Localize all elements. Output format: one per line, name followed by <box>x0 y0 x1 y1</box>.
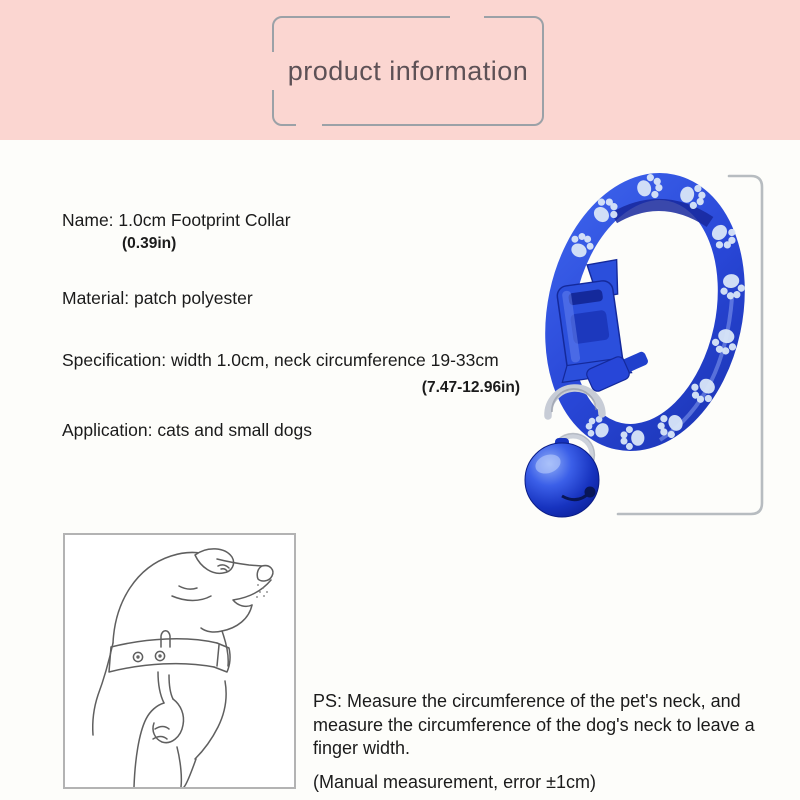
measurement-illustration <box>63 533 296 789</box>
dog-collar-sketch <box>65 535 294 787</box>
measurement-note <box>313 690 800 794</box>
dog-cheek-lines <box>172 586 211 601</box>
title-box-border-gap <box>270 52 278 90</box>
collar-bell <box>525 438 599 517</box>
dog-nose <box>257 566 273 581</box>
title-box-border-gap <box>450 14 484 22</box>
dog-chest-line <box>184 759 196 787</box>
dog-head-outline <box>113 552 217 643</box>
spec-specification: Specification: width 1.0cm, neck circumference 19-33cm <box>62 350 499 370</box>
title-box-border-gap <box>296 120 322 128</box>
spec-specification-inches: (7.47-12.96in) <box>421 379 520 396</box>
spec-material: Material: patch polyester <box>62 288 253 308</box>
spec-name-inches: (0.39in) <box>122 235 177 252</box>
collar-photo-illustration <box>510 158 766 526</box>
manual-measurement-text: (Manual measurement, error ±1cm) <box>313 771 596 792</box>
dog-neck-right <box>195 631 228 759</box>
title-box <box>272 16 544 126</box>
header-banner <box>0 0 800 140</box>
spec-name: Name: 1.0cm Footprint Collar <box>62 210 291 230</box>
product-photo <box>510 158 766 526</box>
dog-jaw <box>201 605 252 632</box>
dog-mouth <box>233 580 271 606</box>
ps-text: PS: Measure the circumference of the pet's neck, and measure the circumference of the dog's neck to leave a finger width. <box>313 691 755 758</box>
spec-application: Application: cats and small dogs <box>62 420 312 440</box>
page-title: product information <box>287 55 529 86</box>
